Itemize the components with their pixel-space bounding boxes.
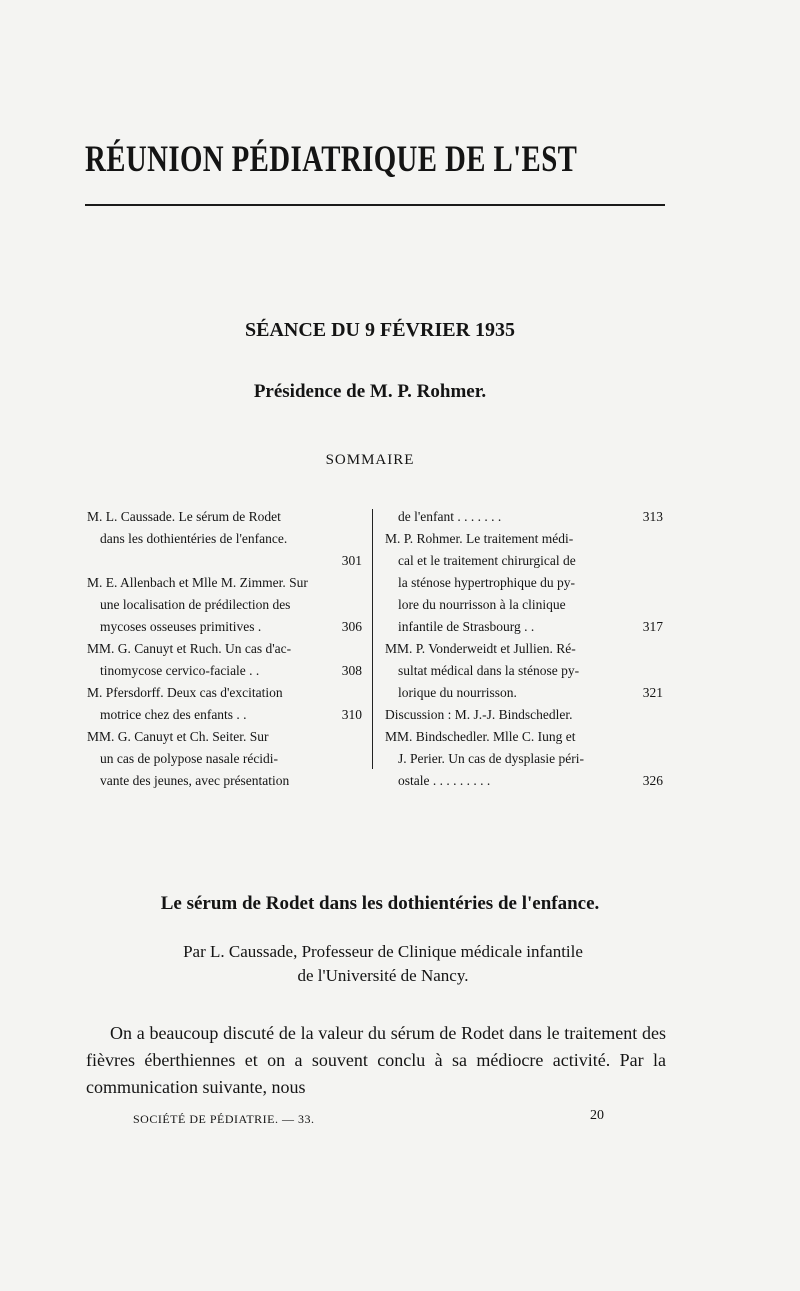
entry-line: cal et le traitement chirurgical de: [398, 553, 576, 568]
sommaire-entry: [385, 528, 663, 638]
entry-line: MM. G. Canuyt et Ch. Seiter. Sur: [87, 729, 269, 744]
article-title: Le sérum de Rodet dans les dothientéries de l'enfance.: [160, 893, 600, 914]
entry-line: J. Perier. Un cas de dysplasie péri-: [398, 751, 584, 766]
entry-page-number: 301: [341, 553, 362, 568]
entry-line: MM. P. Vonderweidt et Jullien. Ré-: [385, 641, 576, 656]
entry-text: infantile de Strasbourg . .: [398, 619, 535, 634]
section-title: RÉUNION PÉDIATRIQUE DE L'EST: [85, 139, 578, 180]
sommaire-entry: [87, 726, 362, 792]
entry-page-number: 313: [642, 509, 663, 524]
byline-line-2: de l'Université de Nancy.: [297, 966, 469, 985]
entry-page-number: 310: [341, 707, 362, 722]
entry-last-line: [385, 616, 663, 638]
entry-page-number: 308: [341, 663, 362, 678]
entry-page-number: 317: [642, 619, 663, 634]
footer-journal: SOCIÉTÉ DE PÉDIATRIE. — 33.: [133, 1112, 315, 1126]
entry-line: dans les dothientéries de l'enfance.: [100, 531, 288, 546]
column-divider: [372, 509, 373, 769]
session-title: SÉANCE DU 9 FÉVRIER 1935: [244, 319, 516, 341]
entry-line: sultat médical dans la sténose py-: [398, 663, 580, 678]
entry-last-line: [87, 660, 362, 682]
sommaire-entry: [385, 638, 663, 704]
byline-line-1: Par L. Caussade, Professeur de Clinique médicale infantile: [183, 942, 583, 961]
sommaire-left-column: [87, 506, 362, 792]
entry-last-line: [87, 616, 362, 638]
article-body: [86, 1020, 666, 1101]
sommaire-entry: [87, 572, 362, 638]
article-byline: [98, 940, 668, 988]
sommaire-entry: [385, 506, 663, 528]
entry-last-line: [87, 704, 362, 726]
sommaire-entry: [87, 682, 362, 726]
entry-line: M. Pfersdorff. Deux cas d'excitation: [87, 685, 283, 700]
sommaire-entry: [385, 704, 663, 726]
entry-line: M. E. Allenbach et Mlle M. Zimmer. Sur: [87, 575, 308, 590]
entry-line: M. L. Caussade. Le sérum de Rodet: [87, 509, 281, 524]
entry-text: tinomycose cervico-faciale . .: [100, 663, 260, 678]
entry-text: lorique du nourrisson.: [398, 685, 517, 700]
entry-page-number: 306: [341, 619, 362, 634]
entry-line: M. P. Rohmer. Le traitement médi-: [385, 531, 574, 546]
entry-last-line: [385, 770, 663, 792]
body-paragraph: On a beaucoup discuté de la valeur du sérum de Rodet dans le traitement des fièvres éberthiennes et on a souvent conclu à sa médiocre activité. Par la communication suivante, nous: [86, 1023, 666, 1097]
entry-text: motrice chez des enfants . .: [100, 707, 247, 722]
entry-line: MM. G. Canuyt et Ruch. Un cas d'ac-: [87, 641, 292, 656]
sommaire-entry: [87, 506, 362, 572]
entry-line: la sténose hypertrophique du py-: [398, 575, 575, 590]
entry-line: vante des jeunes, avec présentation: [100, 773, 290, 788]
entry-last-line: [385, 682, 663, 704]
footer-page-number: 20: [590, 1108, 604, 1123]
entry-line: un cas de polypose nasale récidi-: [100, 751, 279, 766]
entry-text: ostale . . . . . . . . .: [398, 773, 491, 788]
entry-line: MM. Bindschedler. Mlle C. Iung et: [385, 729, 576, 744]
sommaire-entry: [87, 638, 362, 682]
presidence-line: Présidence de M. P. Rohmer.: [253, 381, 487, 402]
entry-page-number: 321: [642, 685, 663, 700]
entry-line: Discussion : M. J.-J. Bindschedler.: [385, 707, 573, 722]
entry-page-number: 326: [642, 773, 663, 788]
entry-last-line: [385, 506, 663, 528]
sommaire-entry: [385, 726, 663, 792]
entry-line: une localisation de prédilection des: [100, 597, 291, 612]
entry-text: mycoses osseuses primitives .: [100, 619, 262, 634]
entry-text: de l'enfant . . . . . . .: [398, 509, 502, 524]
sommaire-right-column: [385, 506, 663, 792]
title-rule: [85, 204, 665, 206]
entry-line: lore du nourrisson à la clinique: [398, 597, 566, 612]
sommaire-heading: SOMMAIRE: [325, 452, 415, 468]
